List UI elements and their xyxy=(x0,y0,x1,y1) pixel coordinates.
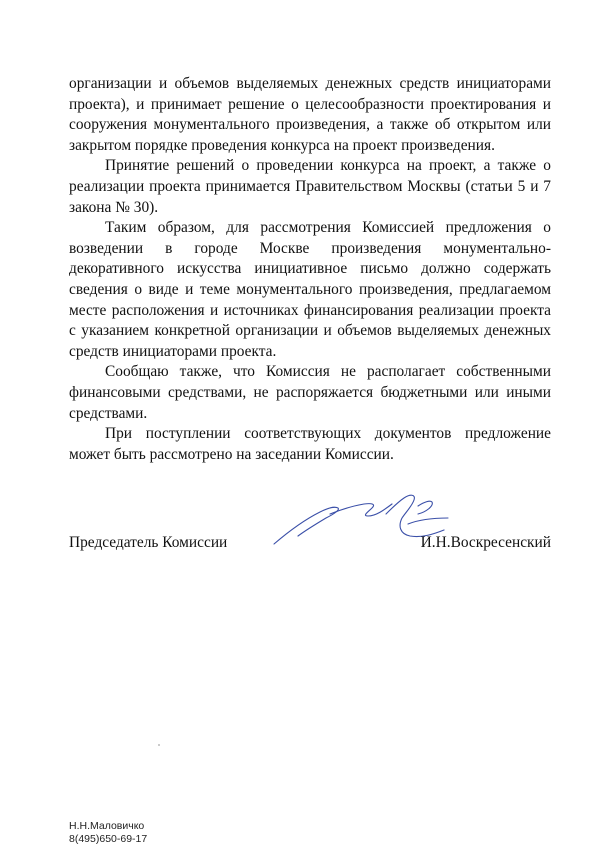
scan-speck xyxy=(158,744,160,746)
paragraph-funding: Сообщаю также, что Комиссия не располагает собственными финансовыми средствами, не распоряжается бюджетными или иными средствами. xyxy=(69,363,551,422)
executor-phone: 8(495)650-69-17 xyxy=(69,833,148,845)
paragraph-closing: При поступлении соответствующих документов предложение может быть рассмотрено на заседании Комиссии. xyxy=(69,425,551,463)
signature-stroke-3 xyxy=(386,495,444,536)
signature-stroke-2 xyxy=(330,504,392,516)
signatory-title: Председатель Комиссии xyxy=(69,534,228,551)
letter-body xyxy=(69,74,551,465)
signatory-name: И.Н.Воскресенский xyxy=(420,534,551,551)
signature-stroke-5 xyxy=(408,518,448,524)
executor-block xyxy=(69,820,147,846)
signature-row xyxy=(69,533,551,555)
paragraph-requirements: Таким образом, для рассмотрения Комиссией предложения о возведении в городе Москве произведения монументально-декоративного искусства инициативное письмо должно содержать сведения о виде и теме монументального произведения, предлагаемом месте расположения и источниках финансирования реализации проекта с указанием конкретной организации и объемов выделяемых денежных средств инициаторами проекта. xyxy=(69,219,551,360)
executor-name: Н.Н.Маловичко xyxy=(69,820,145,832)
signature-stroke-4 xyxy=(418,501,432,514)
paragraph-decisions: Принятие решений о проведении конкурса на проект, а также о реализации проекта принимается Правительством Москвы (статьи 5 и 7 закона № 30). xyxy=(69,157,551,216)
paragraph-continuation: организации и объемов выделяемых денежных средств инициаторами проекта), и принимает решение о целесообразности проектирования и сооружения монументального произведения, а также об открытом или закрытом порядке проведения конкурса на проект произведения. xyxy=(69,75,551,154)
